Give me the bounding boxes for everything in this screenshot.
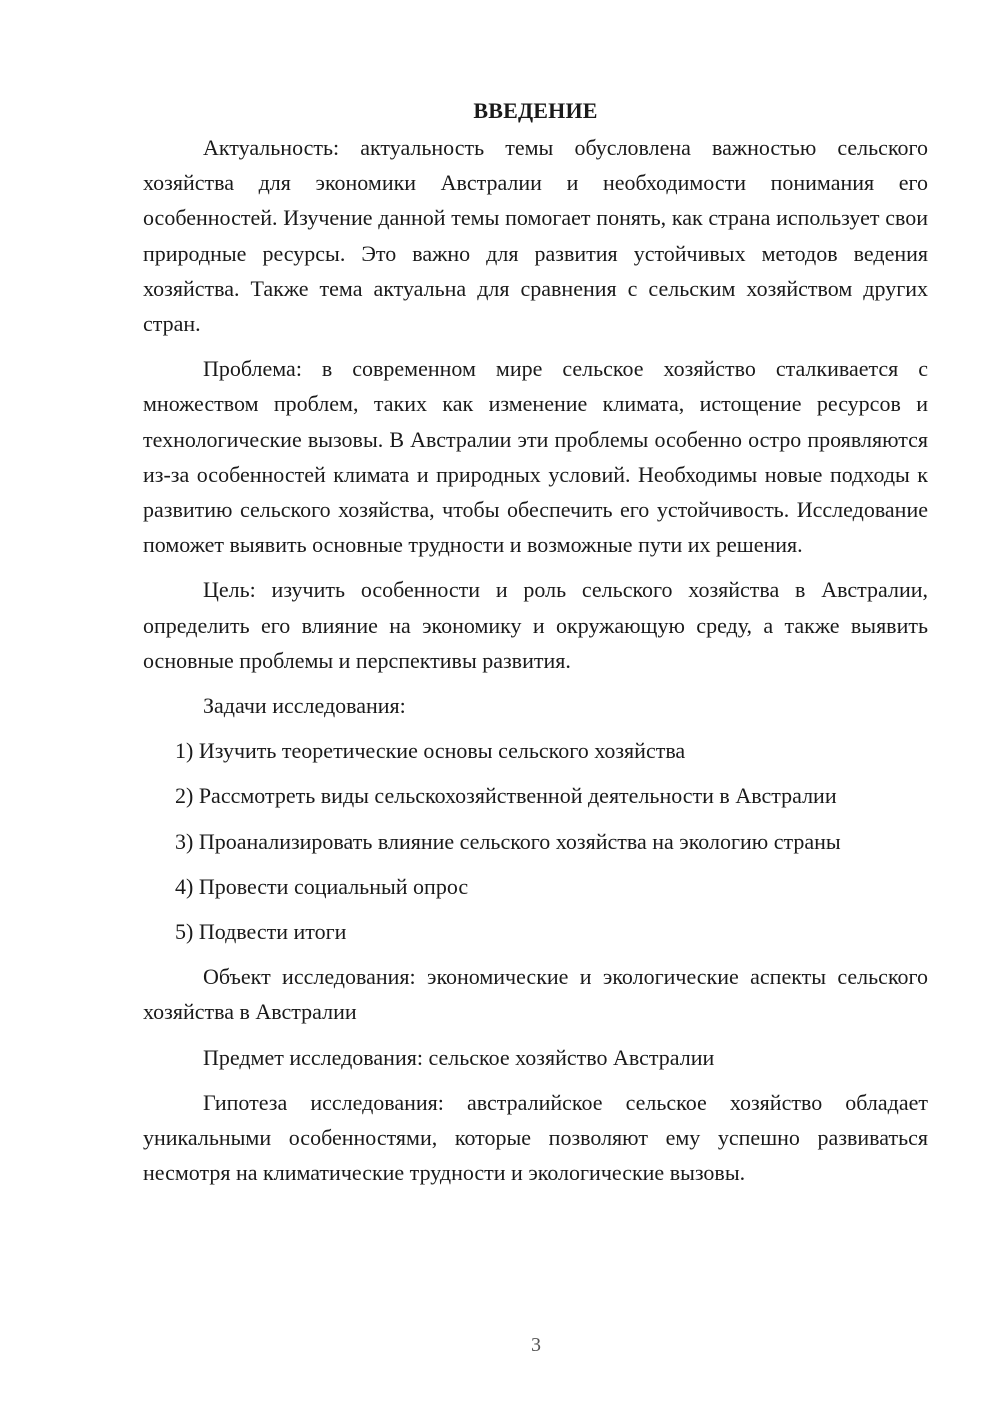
paragraph-subject: Предмет исследования: сельское хозяйство Австралии bbox=[203, 1044, 715, 1070]
task-item-3: 3) Проанализировать влияние сельского хозяйства на экологию страны bbox=[175, 828, 841, 854]
paragraph-goal: Цель: изучить особенности и роль сельского хозяйства в Австралии, определить его влияние на экономику и окружающую среду, а также выявить основные проблемы и перспективы развития. bbox=[143, 577, 928, 673]
paragraph-hypothesis: Гипотеза исследования: австралийское сельское хозяйство обладает уникальными особенностями, которые позволяют ему успешно развиваться несмотря на климатические трудности и экологические вызовы. bbox=[143, 1089, 928, 1186]
document-page bbox=[143, 96, 928, 1200]
section-title: ВВЕДЕНИЕ bbox=[473, 98, 598, 123]
paragraph-object: Объект исследования: экономические и экологические аспекты сельского хозяйства в Австралии bbox=[143, 964, 928, 1025]
task-item-5: 5) Подвести итоги bbox=[175, 919, 347, 945]
task-item-4: 4) Провести социальный опрос bbox=[175, 873, 469, 899]
task-item-2: 2) Рассмотреть виды сельскохозяйственной деятельности в Австралии bbox=[175, 783, 837, 809]
paragraph-problem: Проблема: в современном мире сельское хозяйство сталкивается с множеством проблем, таких как изменение климата, истощение ресурсов и технологические вызовы. В Австралии эти проблемы особенно остро проявляются из-за особенностей климата и природных условий. Необходимы новые подходы к развитию сельского хозяйства, чтобы обеспечить его устойчивость. Исследование поможет выявить основные трудности и возможные пути их решения. bbox=[143, 356, 928, 558]
paragraph-relevance: Актуальность: актуальность темы обусловлена важностью сельского хозяйства для экономики Австралии и необходимости понимания его особенностей. Изучение данной темы помогает понять, как страна использует свои природные ресурсы. Это важно для развития устойчивых методов ведения хозяйства. Также тема актуальна для сравнения с сельским хозяйством других стран. bbox=[143, 135, 928, 337]
page-number: 3 bbox=[531, 1334, 541, 1356]
task-item-1: 1) Изучить теоретические основы сельского хозяйства bbox=[175, 738, 686, 764]
paragraph-tasks-heading: Задачи исследования: bbox=[203, 693, 406, 719]
